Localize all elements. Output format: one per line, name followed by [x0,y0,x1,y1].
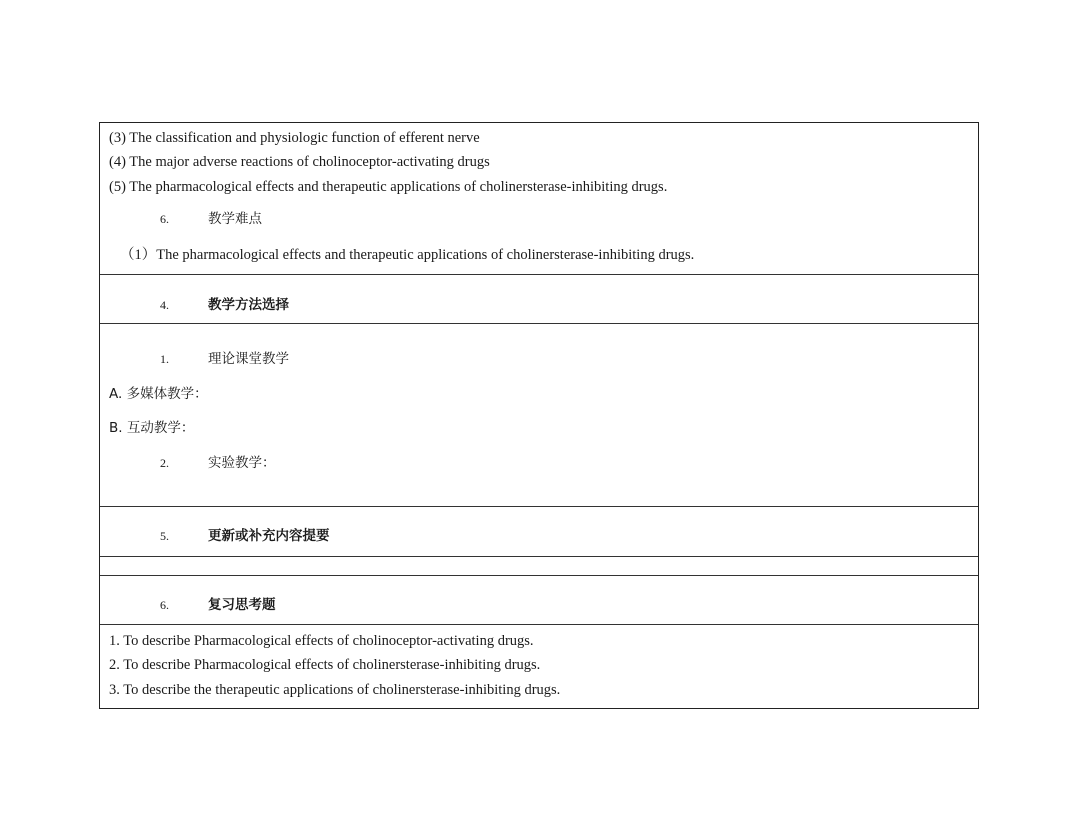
syllabus-table [99,122,979,709]
methods-header-section [100,275,978,324]
method-b: B. 互动教学： [109,420,195,436]
review-question-2: 2. To describe Pharmacological effects of cholinersterase-inhibiting drugs. [109,657,541,673]
methods-header-number: 4. [160,298,169,312]
update-header-number: 5. [160,529,169,543]
update-header-title: 更新或补充内容提要 [208,528,330,544]
review-question-1: 1. To describe Pharmacological effects of cholinoceptor-activating drugs. [109,633,534,649]
difficulty-title: 教学难点 [208,211,262,227]
method-2-title: 实验教学： [208,455,276,471]
method-2-number: 2. [160,456,169,470]
method-1-number: 1. [160,352,169,366]
review-header-title: 复习思考题 [208,597,276,613]
difficulty-item: （1）The pharmacological effects and therapeutic applications of cholinersterase-inhibiting drugs. [120,247,695,263]
review-header-section [100,576,978,625]
review-question-3: 3. To describe the therapeutic applications of cholinersterase-inhibiting drugs. [109,682,561,698]
method-a: A. 多媒体教学： [109,386,208,402]
objective-line-4: (4) The major adverse reactions of cholinoceptor-activating drugs [109,154,490,170]
update-header-section [100,507,978,557]
objectives-section [100,123,978,275]
review-header-number: 6. [160,598,169,612]
objective-line-5: (5) The pharmacological effects and therapeutic applications of cholinersterase-inhibiting drugs. [109,179,668,195]
methods-header-title: 教学方法选择 [208,297,289,313]
review-section [100,625,978,708]
update-content-section [100,557,978,576]
method-1-title: 理论课堂教学 [208,351,289,367]
difficulty-number: 6. [160,212,169,226]
methods-section [100,324,978,507]
objective-line-3: (3) The classification and physiologic function of efferent nerve [109,130,480,146]
